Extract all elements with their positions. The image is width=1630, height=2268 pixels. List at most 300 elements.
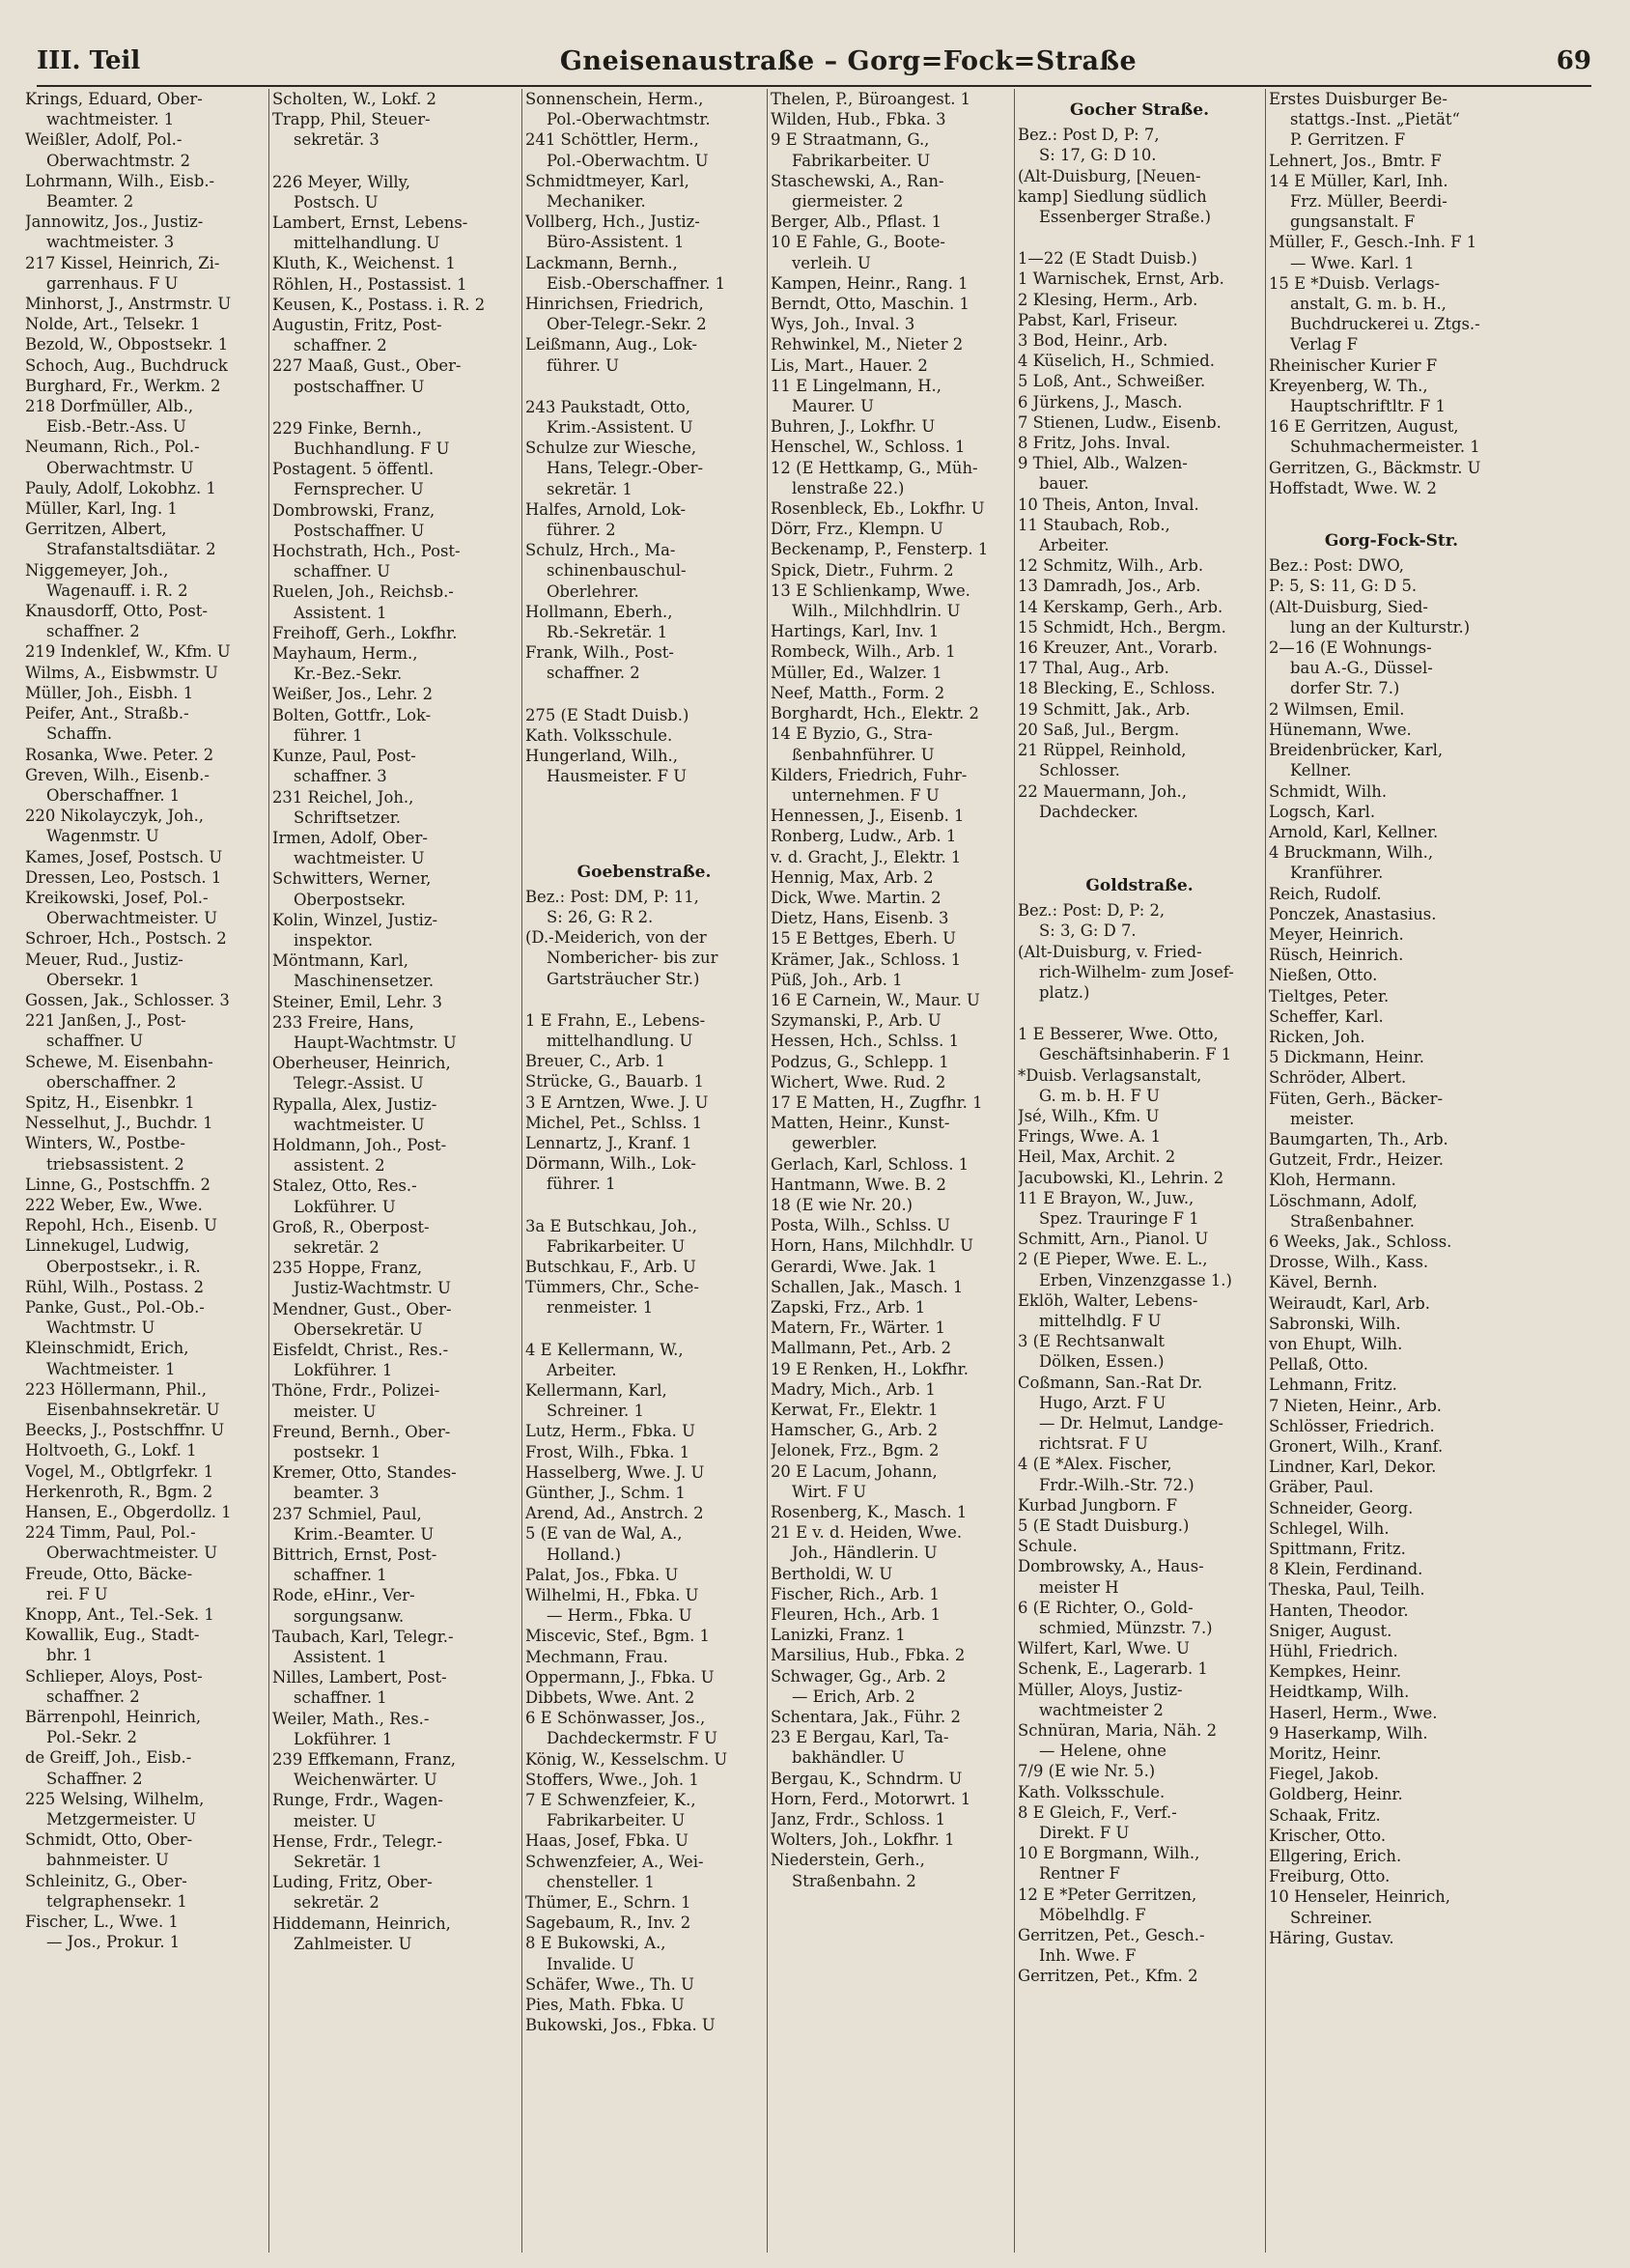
directory-entry: 1—22 (E Stadt Duisb.) (1018, 249, 1197, 269)
entry-continuation: Straßenbahn. 2 (792, 1871, 916, 1890)
entry-continuation: Direkt. F U (1039, 1824, 1130, 1843)
directory-entry: 6 Weeks, Jak., Schloss. (1269, 1232, 1452, 1251)
directory-entry: 5 Dickmann, Heinr. (1269, 1048, 1425, 1067)
directory-entry: Lanizki, Franz. 1 (771, 1626, 906, 1645)
column-2 (272, 89, 518, 2253)
entry-continuation: — Dr. Helmut, Landge- (1039, 1413, 1223, 1432)
directory-entry: 11 Staubach, Rob., (1018, 515, 1170, 534)
entry-continuation: meister. U (294, 1811, 377, 1830)
entry-continuation: schaffner. 1 (294, 1566, 387, 1585)
directory-entry: v. d. Gracht, J., Elektr. 1 (771, 847, 962, 866)
entry-continuation: schaffner. U (46, 1032, 144, 1051)
entry-continuation: beamter. 3 (294, 1484, 379, 1503)
directory-entry: Pauly, Adolf, Lokobhz. 1 (25, 478, 216, 497)
directory-entry: Hungerland, Wilh., (525, 747, 678, 766)
directory-entry: Eklöh, Walter, Lebens- (1018, 1290, 1198, 1310)
directory-entry: Jelonek, Frz., Bgm. 2 (771, 1441, 940, 1460)
directory-entry: Mechmann, Frau. (525, 1647, 668, 1666)
entry-continuation: Postschaffner. U (294, 521, 425, 540)
directory-entry: Sabronski, Wilh. (1269, 1314, 1401, 1333)
entry-continuation: Nombericher- bis zur (547, 949, 718, 968)
directory-entry: 224 Timm, Paul, Pol.- (25, 1523, 196, 1543)
directory-entry: Kävel, Bernh. (1269, 1273, 1378, 1292)
entry-continuation: Mechaniker. (547, 192, 646, 212)
directory-entry: Schoch, Aug., Buchdruck (25, 355, 228, 375)
directory-entry: Augustin, Fritz, Post- (272, 316, 442, 335)
directory-entry: Sagebaum, R., Inv. 2 (525, 1914, 691, 1933)
directory-entry: Bukowski, Jos., Fbka. U (525, 2016, 716, 2035)
directory-entry: Holdmann, Joh., Post- (272, 1135, 447, 1154)
directory-entry: Lutz, Herm., Fbka. U (525, 1422, 695, 1441)
entry-continuation: rei. F U (46, 1584, 108, 1603)
entry-continuation: Schriftsetzer. (294, 808, 401, 827)
spacer (525, 684, 763, 705)
directory-entry: Püß, Joh., Arb. 1 (771, 970, 903, 989)
directory-entry: 243 Paukstadt, Otto, (525, 397, 691, 416)
directory-entry: *Duisb. Verlagsanstalt, (1018, 1065, 1202, 1085)
directory-entry: Kremer, Otto, Standes- (272, 1463, 457, 1483)
directory-entry: Hiddemann, Heinrich, (272, 1914, 451, 1933)
directory-entry: 22 Mauermann, Joh., (1018, 781, 1187, 801)
directory-entry: Szymanski, P., Arb. U (771, 1011, 941, 1031)
entry-continuation: Schreiner. 1 (547, 1402, 644, 1421)
directory-entry: Bezold, W., Obpostsekr. 1 (25, 335, 229, 354)
entry-continuation: schaffner. 3 (294, 767, 387, 786)
directory-entry: Kloh, Hermann. (1269, 1171, 1396, 1190)
directory-entry: 9 E Straatmann, G., (771, 130, 930, 150)
entry-continuation: Krim.-Beamter. U (294, 1524, 435, 1544)
directory-entry: 19 Schmitt, Jak., Arb. (1018, 699, 1191, 719)
directory-entry: 5 Loß, Ant., Schweißer. (1018, 372, 1206, 391)
entry-continuation: verleih. U (792, 253, 871, 272)
directory-entry: Kunze, Paul, Post- (272, 747, 416, 766)
entry-continuation: — Herm., Fbka. U (547, 1606, 692, 1626)
directory-entry: König, W., Kesselschm. U (525, 1749, 728, 1769)
directory-entry: Vogel, M., Obtlgrfekr. 1 (25, 1461, 214, 1481)
directory-entry: Schaak, Fritz. (1269, 1805, 1381, 1825)
directory-entry: 7 Stienen, Ludw., Eisenb. (1018, 412, 1222, 432)
directory-entry: Ellgering, Erich. (1269, 1847, 1402, 1866)
column-divider (1014, 89, 1015, 2253)
entry-continuation: — Helene, ohne (1039, 1742, 1166, 1761)
entry-continuation: Assistent. 1 (294, 1648, 387, 1667)
entry-continuation: Hugo, Arzt. F U (1039, 1393, 1166, 1412)
directory-entry: Kolin, Winzel, Justiz- (272, 910, 438, 929)
directory-entry: Schewe, M. Eisenbahn- (25, 1052, 213, 1071)
directory-entry: Neumann, Rich., Pol.- (25, 438, 200, 457)
directory-entry: Horn, Ferd., Motorwrt. 1 (771, 1789, 971, 1808)
entry-continuation: triebsassistent. 2 (46, 1154, 184, 1174)
directory-entry: Rheinischer Kurier F (1269, 355, 1438, 375)
directory-entry: Panke, Gust., Pol.-Ob.- (25, 1297, 205, 1317)
column-divider (767, 89, 768, 2253)
entry-continuation: Fabrikarbeiter. U (547, 1811, 686, 1830)
entry-continuation: sekretär. 2 (294, 1237, 379, 1257)
directory-entry: 4 (E *Alex. Fischer, (1018, 1455, 1172, 1474)
directory-entry: Groß, R., Oberpost- (272, 1217, 430, 1236)
directory-entry: Hanten, Theodor. (1269, 1601, 1409, 1620)
directory-entry: Berndt, Otto, Maschin. 1 (771, 295, 970, 314)
entry-continuation: wachtmeister. 3 (46, 233, 175, 252)
directory-entry: 2 Klesing, Herm., Arb. (1018, 290, 1198, 309)
directory-entry: Kowallik, Eug., Stadt- (25, 1626, 200, 1645)
entry-continuation: Gartsträucher Str.) (547, 969, 700, 988)
entry-continuation: ßenbahnführer. U (792, 745, 935, 764)
directory-entry: Hantmann, Wwe. B. 2 (771, 1175, 946, 1194)
directory-entry: Lennartz, J., Kranf. 1 (525, 1133, 692, 1152)
directory-entry: Kleinschmidt, Erich, (25, 1339, 189, 1358)
directory-entry: (Alt-Duisburg, [Neuen- (1018, 166, 1201, 185)
directory-entry: Hasselberg, Wwe. J. U (525, 1462, 705, 1482)
entry-continuation: mittelhandlung. U (294, 234, 440, 253)
directory-entry: Gutzeit, Frdr., Heizer. (1269, 1150, 1444, 1170)
directory-entry: (Alt-Duisburg, Sied- (1269, 597, 1428, 616)
entry-continuation: Kranführer. (1290, 864, 1384, 883)
directory-entry: Weißler, Adolf, Pol.- (25, 130, 183, 150)
column-6 (1269, 89, 1514, 2253)
column-5 (1018, 89, 1261, 2253)
directory-entry: 235 Hoppe, Franz, (272, 1259, 423, 1278)
directory-entry: Kreikowski, Josef, Pol.- (25, 888, 209, 907)
directory-entry: 13 Damradh, Jos., Arb. (1018, 577, 1201, 596)
directory-entry: Schleinitz, G., Ober- (25, 1871, 187, 1890)
directory-entry: Winters, W., Postbe- (25, 1134, 185, 1153)
directory-entry: Sonnenschein, Herm., (525, 90, 704, 108)
entry-continuation: richtsrat. F U (1039, 1434, 1148, 1454)
column-1 (25, 89, 265, 2253)
entry-continuation: bakhändler. U (792, 1748, 905, 1768)
directory-entry: Schmidtmeyer, Karl, (525, 171, 689, 190)
spacer (525, 808, 763, 830)
entry-continuation: sorgungsanw. (294, 1606, 405, 1626)
directory-entry: Stalez, Otto, Res.- (272, 1177, 417, 1196)
entry-continuation: — Jos., Prokur. 1 (46, 1933, 181, 1952)
directory-entry: Haas, Josef, Fbka. U (525, 1831, 689, 1851)
directory-entry: Gräber, Paul. (1269, 1478, 1374, 1497)
entry-continuation: Oberlehrer. (547, 581, 639, 601)
directory-entry: Weiler, Math., Res.- (272, 1709, 430, 1728)
entry-continuation: Weichenwärter. U (294, 1771, 437, 1790)
directory-entry: 15 Schmidt, Hch., Bergm. (1018, 617, 1226, 637)
directory-entry: Dombrowski, Franz, (272, 500, 436, 520)
directory-entry: Schwager, Gg., Arb. 2 (771, 1666, 946, 1686)
directory-entry: Spitz, H., Eisenbkr. 1 (25, 1092, 195, 1112)
entry-continuation: Telegr.-Assist. U (294, 1074, 424, 1093)
entry-continuation: Ober-Telegr.-Sekr. 2 (547, 315, 707, 334)
directory-entry: 6 Jürkens, J., Masch. (1018, 392, 1183, 411)
directory-entry: Hochstrath, Hch., Post- (272, 542, 461, 561)
directory-entry: 2 Wilmsen, Emil. (1269, 699, 1405, 719)
directory-entry: 8 Fritz, Johs. Inval. (1018, 434, 1171, 453)
directory-entry: Pabst, Karl, Friseur. (1018, 310, 1178, 329)
entry-continuation: Wachtmeister. 1 (46, 1359, 176, 1378)
entry-continuation: rich-Wilhelm- zum Josef- (1039, 962, 1234, 981)
spacer (525, 1318, 763, 1340)
header-rule (37, 85, 1591, 87)
spacer (525, 989, 763, 1010)
entry-continuation: Maschinensetzer. (294, 972, 435, 991)
directory-entry: Drosse, Wilh., Kass. (1269, 1253, 1429, 1272)
directory-entry: Irmen, Adolf, Ober- (272, 828, 428, 847)
entry-continuation: meister. U (294, 1402, 377, 1421)
directory-entry: Krämer, Jak., Schloss. 1 (771, 950, 962, 969)
directory-entry: Rosenberg, K., Masch. 1 (771, 1503, 968, 1522)
directory-entry: Ponczek, Anastasius. (1269, 904, 1437, 923)
directory-entry: Tümmers, Chr., Sche- (525, 1278, 699, 1297)
directory-entry: Niederstein, Gerh., (771, 1851, 925, 1870)
directory-entry: Arnold, Karl, Kellner. (1269, 822, 1439, 841)
directory-entry: Gossen, Jak., Schlosser. 3 (25, 990, 230, 1009)
part-label: III. Teil (37, 46, 141, 75)
directory-entry: Lambert, Ernst, Lebens- (272, 213, 468, 233)
entry-continuation: Wachtmstr. U (46, 1318, 155, 1338)
directory-entry: Pellaß, Otto. (1269, 1355, 1369, 1375)
directory-entry: 4 Bruckmann, Wilh., (1269, 843, 1434, 863)
directory-entry: Meuer, Rud., Justiz- (25, 950, 183, 969)
directory-entry: Eisfeldt, Christ., Res.- (272, 1340, 449, 1359)
entry-continuation: inspektor. (294, 930, 374, 950)
directory-entry: Häring, Gustav. (1269, 1928, 1394, 1947)
entry-continuation: Oberpostsekr., i. R. (46, 1257, 201, 1276)
directory-entry: 18 (E wie Nr. 20.) (771, 1195, 913, 1214)
directory-entry: Rypalla, Alex, Justiz- (272, 1094, 437, 1114)
directory-entry: Berger, Alb., Pflast. 1 (771, 213, 942, 232)
directory-entry: Fischer, L., Wwe. 1 (25, 1913, 179, 1932)
entry-continuation: sekretär. 3 (294, 130, 379, 150)
entry-continuation: schaffner. U (294, 562, 391, 581)
directory-entry: Vollberg, Hch., Justiz- (525, 213, 700, 232)
entry-continuation: — Wwe. Karl. 1 (1290, 253, 1415, 272)
spacer (1018, 843, 1261, 865)
directory-entry: Coßmann, San.-Rat Dr. (1018, 1373, 1203, 1392)
entry-continuation: P. Gerritzen. F (1290, 130, 1406, 150)
directory-entry: Kreyenberg, W. Th., (1269, 376, 1428, 395)
entry-continuation: platz.) (1039, 982, 1090, 1002)
directory-entry: Wilfert, Karl, Wwe. U (1018, 1639, 1190, 1658)
directory-entry: Jannowitz, Jos., Justiz- (25, 213, 204, 232)
directory-entry: 16 Kreuzer, Ant., Vorarb. (1018, 638, 1219, 658)
entry-continuation: Dachdeckermstr. F U (547, 1729, 717, 1748)
directory-entry: 16 E Gerritzen, August, (1269, 417, 1459, 437)
directory-entry: Schlegel, Wilh. (1269, 1518, 1390, 1538)
street-range-title: Gneisenaustraße – Gorg=Fock=Straße (559, 45, 1138, 76)
directory-entry: Postagent. 5 öffentl. (272, 460, 435, 479)
directory-entry: Madry, Mich., Arb. 1 (771, 1379, 936, 1399)
entry-continuation: assistent. 2 (294, 1156, 385, 1176)
directory-entry: Dombrowsky, A., Haus- (1018, 1557, 1204, 1576)
entry-continuation: Kellner. (1290, 761, 1352, 780)
entry-continuation: S: 26, G: R 2. (547, 907, 654, 926)
directory-entry: 15 E Bettges, Eberh. U (771, 929, 956, 949)
directory-entry: 7 Nieten, Heinr., Arb. (1269, 1396, 1443, 1415)
entry-continuation: Möbelhdlg. F (1039, 1905, 1146, 1924)
directory-entry: Posta, Wilh., Schlss. U (771, 1216, 950, 1235)
entry-continuation: Postsch. U (294, 192, 379, 212)
directory-entry: Niggemeyer, Joh., (25, 560, 169, 580)
directory-entry: 241 Schöttler, Herm., (525, 130, 699, 150)
directory-entry: Janz, Frdr., Schloss. 1 (771, 1810, 946, 1829)
directory-entry: Kurbad Jungborn. F (1018, 1495, 1177, 1515)
directory-entry: Bertholdi, W. U (771, 1564, 893, 1583)
entry-continuation: renmeister. 1 (547, 1298, 654, 1318)
column-3 (525, 89, 763, 2253)
directory-entry: Gerardi, Wwe. Jak. 1 (771, 1257, 938, 1276)
entry-continuation: Metzgermeister. U (46, 1810, 197, 1829)
entry-continuation: Oberwachtmstr. U (46, 458, 194, 477)
directory-entry: 275 (E Stadt Duisb.) (525, 705, 689, 724)
directory-entry: Krischer, Otto. (1269, 1826, 1387, 1845)
directory-entry: Haserl, Herm., Wwe. (1269, 1703, 1438, 1722)
directory-entry: 8 E Bukowski, A., (525, 1934, 666, 1953)
spacer (1018, 1003, 1261, 1024)
entry-continuation: Wagenauff. i. R. 2 (46, 581, 188, 600)
directory-entry: 17 E Matten, H., Zugfhr. 1 (771, 1092, 983, 1112)
entry-continuation: Dölken, Essen.) (1039, 1352, 1165, 1372)
directory-entry: Röhlen, H., Postassist. 1 (272, 274, 467, 294)
entry-continuation: Dachdecker. (1039, 802, 1138, 821)
directory-entry: Peifer, Ant., Straßb.- (25, 704, 189, 723)
directory-entry: Bärrenpohl, Heinrich, (25, 1708, 202, 1727)
entry-continuation: schinenbauschul- (547, 561, 687, 581)
entry-continuation: Frdr.-Wilh.-Str. 72.) (1039, 1475, 1194, 1494)
entry-continuation: sekretär. 1 (547, 479, 632, 498)
street-heading: Gorg-Fock-Str. (1324, 531, 1459, 552)
directory-entry: Thöne, Frdr., Polizei- (272, 1381, 440, 1401)
directory-entry: Lis, Mart., Hauer. 2 (771, 355, 928, 375)
directory-entry: Kempkes, Heinr. (1269, 1662, 1402, 1682)
directory-entry: Möntmann, Karl, (272, 951, 408, 971)
directory-entry: 217 Kissel, Heinrich, Zi- (25, 253, 220, 272)
directory-entry: Schmidt, Wilh. (1269, 781, 1388, 801)
directory-entry: Hennessen, J., Eisenb. 1 (771, 807, 965, 826)
directory-entry: Schnüran, Maria, Näh. 2 (1018, 1721, 1218, 1741)
entry-continuation: schaffner. 2 (547, 664, 640, 683)
entry-continuation: wachtmeister. U (294, 1115, 425, 1134)
directory-entry: 10 Theis, Anton, Inval. (1018, 495, 1199, 514)
entry-continuation: postschaffner. U (294, 377, 425, 396)
directory-entry: 21 Rüppel, Reinhold, (1018, 741, 1187, 760)
directory-entry: von Ehupt, Wilh. (1269, 1334, 1403, 1353)
directory-entry: 8 E Gleich, F., Verf.- (1018, 1802, 1177, 1822)
directory-entry: Baumgarten, Th., Arb. (1269, 1129, 1448, 1148)
directory-entry: Gronert, Wilh., Kranf. (1269, 1437, 1444, 1456)
entry-continuation: Erben, Vinzenzgasse 1.) (1039, 1270, 1232, 1290)
directory-entry: Füten, Gerh., Bäcker- (1269, 1089, 1444, 1108)
directory-entry: Logsch, Karl. (1269, 802, 1376, 821)
entry-continuation: lenstraße 22.) (792, 478, 905, 497)
entry-continuation: telgraphensekr. 1 (46, 1891, 187, 1911)
directory-entry: Müller, Aloys, Justiz- (1018, 1680, 1183, 1699)
directory-entry: 223 Höllermann, Phil., (25, 1379, 208, 1399)
directory-entry: P: 5, S: 11, G: D 5. (1269, 577, 1418, 596)
directory-entry: Schule. (1018, 1537, 1078, 1556)
directory-entry: Arend, Ad., Anstrch. 2 (525, 1504, 704, 1523)
directory-entry: Müller, Joh., Eisbh. 1 (25, 683, 194, 702)
directory-entry: Hansen, E., Obgerdollz. 1 (25, 1503, 232, 1522)
entry-continuation: meister. (1290, 1109, 1355, 1128)
directory-entry: Rombeck, Wilh., Arb. 1 (771, 642, 956, 662)
entry-continuation: Rb.-Sekretär. 1 (547, 623, 668, 642)
directory-entry: Rehwinkel, M., Nieter 2 (771, 335, 964, 354)
directory-entry: Dick, Wwe. Martin. 2 (771, 888, 941, 907)
directory-entry: Scheffer, Karl. (1269, 1006, 1384, 1026)
directory-entry: Frank, Wilh., Post- (525, 643, 674, 663)
directory-entry: Kerwat, Fr., Elektr. 1 (771, 1401, 939, 1419)
directory-entry: Breidenbrücker, Karl, (1269, 741, 1444, 760)
directory-entry: Oberheuser, Heinrich, (272, 1054, 451, 1073)
entry-continuation: Assistent. 1 (294, 603, 387, 622)
entry-continuation: G. m. b. H. F U (1039, 1086, 1160, 1105)
directory-entry: Löschmann, Adolf, (1269, 1191, 1418, 1210)
entry-continuation: führer. 1 (294, 725, 363, 745)
directory-entry: 3 E Arntzen, Wwe. J. U (525, 1092, 709, 1112)
entry-continuation: Hauptschriftltr. F 1 (1290, 397, 1446, 416)
spacer (272, 397, 518, 418)
directory-entry: 16 E Carnein, W., Maur. U (771, 990, 980, 1009)
directory-entry: Frost, Wilh., Fbka. 1 (525, 1442, 690, 1461)
directory-entry: de Greiff, Joh., Eisb.- (25, 1748, 192, 1768)
directory-entry: 13 E Schlienkamp, Wwe. (771, 581, 970, 600)
directory-entry: Hennig, Max, Arb. 2 (771, 867, 934, 887)
entry-continuation: gewerbler. (792, 1134, 878, 1153)
directory-entry: 219 Indenklef, W., Kfm. U (25, 642, 231, 662)
entry-continuation: bahnmeister. U (46, 1851, 169, 1870)
directory-entry: Ronberg, Ludw., Arb. 1 (771, 827, 957, 846)
directory-entry: Borghardt, Hch., Elektr. 2 (771, 704, 979, 723)
entry-continuation: mittelhandlung. U (547, 1031, 693, 1050)
directory-entry: Sniger, August. (1269, 1621, 1392, 1640)
directory-entry: Linne, G., Postschffn. 2 (25, 1175, 211, 1194)
directory-entry: Krings, Eduard, Ober- (25, 90, 203, 108)
directory-entry: Bez.: Post: DM, P: 11, (525, 887, 699, 906)
directory-entry: 226 Meyer, Willy, (272, 172, 410, 191)
directory-entry: Weißer, Jos., Lehr. 2 (272, 685, 434, 704)
entry-continuation: Eisb.-Oberschaffner. 1 (547, 273, 726, 293)
directory-entry: Freude, Otto, Bäcke- (25, 1564, 193, 1583)
directory-entry: Thümer, E., Schrn. 1 (525, 1893, 691, 1913)
directory-entry: (Alt-Duisburg, v. Fried- (1018, 942, 1202, 961)
entry-continuation: Holland.) (547, 1545, 622, 1564)
entry-continuation: schaffner. 2 (46, 622, 140, 641)
entry-continuation: wachtmeister. 1 (46, 110, 175, 129)
directory-entry: 14 Kerskamp, Gerh., Arb. (1018, 597, 1223, 616)
entry-continuation: Strafanstaltsdiätar. 2 (46, 540, 216, 559)
directory-entry: Hünemann, Wwe. (1269, 720, 1412, 739)
entry-continuation: Spez. Trauringe F 1 (1039, 1208, 1199, 1228)
entry-continuation: — Erich, Arb. 2 (792, 1687, 915, 1706)
directory-entry: Kellermann, Karl, (525, 1380, 667, 1400)
spacer (525, 830, 763, 851)
entry-continuation: schaffner. 2 (294, 336, 387, 355)
directory-entry: Scholten, W., Lokf. 2 (272, 90, 436, 108)
entry-continuation: führer. 1 (547, 1175, 616, 1194)
directory-entry: 10 E Fahle, G., Boote- (771, 233, 945, 252)
directory-entry: 20 Saß, Jul., Bergm. (1018, 720, 1180, 739)
entry-continuation: S: 3, G: D 7. (1039, 921, 1137, 941)
entry-continuation: lung an der Kulturstr.) (1290, 617, 1471, 637)
directory-entry: 17 Thal, Aug., Arb. (1018, 659, 1169, 678)
directory-entry: 18 Blecking, E., Schloss. (1018, 679, 1216, 698)
directory-entry: 1 Warnischek, Ernst, Arb. (1018, 269, 1224, 289)
directory-entry: Pies, Math. Fbka. U (525, 1996, 685, 2015)
directory-entry: Frings, Wwe. A. 1 (1018, 1127, 1162, 1147)
entry-continuation: Lokführer. 1 (294, 1361, 393, 1380)
entry-continuation: Eisenbahnsekretär. U (46, 1401, 220, 1419)
entry-continuation: bau A.-G., Düssel- (1290, 659, 1433, 678)
entry-continuation: Hans, Telegr.-Ober- (547, 459, 704, 478)
directory-entry: Oppermann, J., Fbka. U (525, 1667, 715, 1687)
directory-entry: Rosanka, Wwe. Peter. 2 (25, 745, 214, 764)
